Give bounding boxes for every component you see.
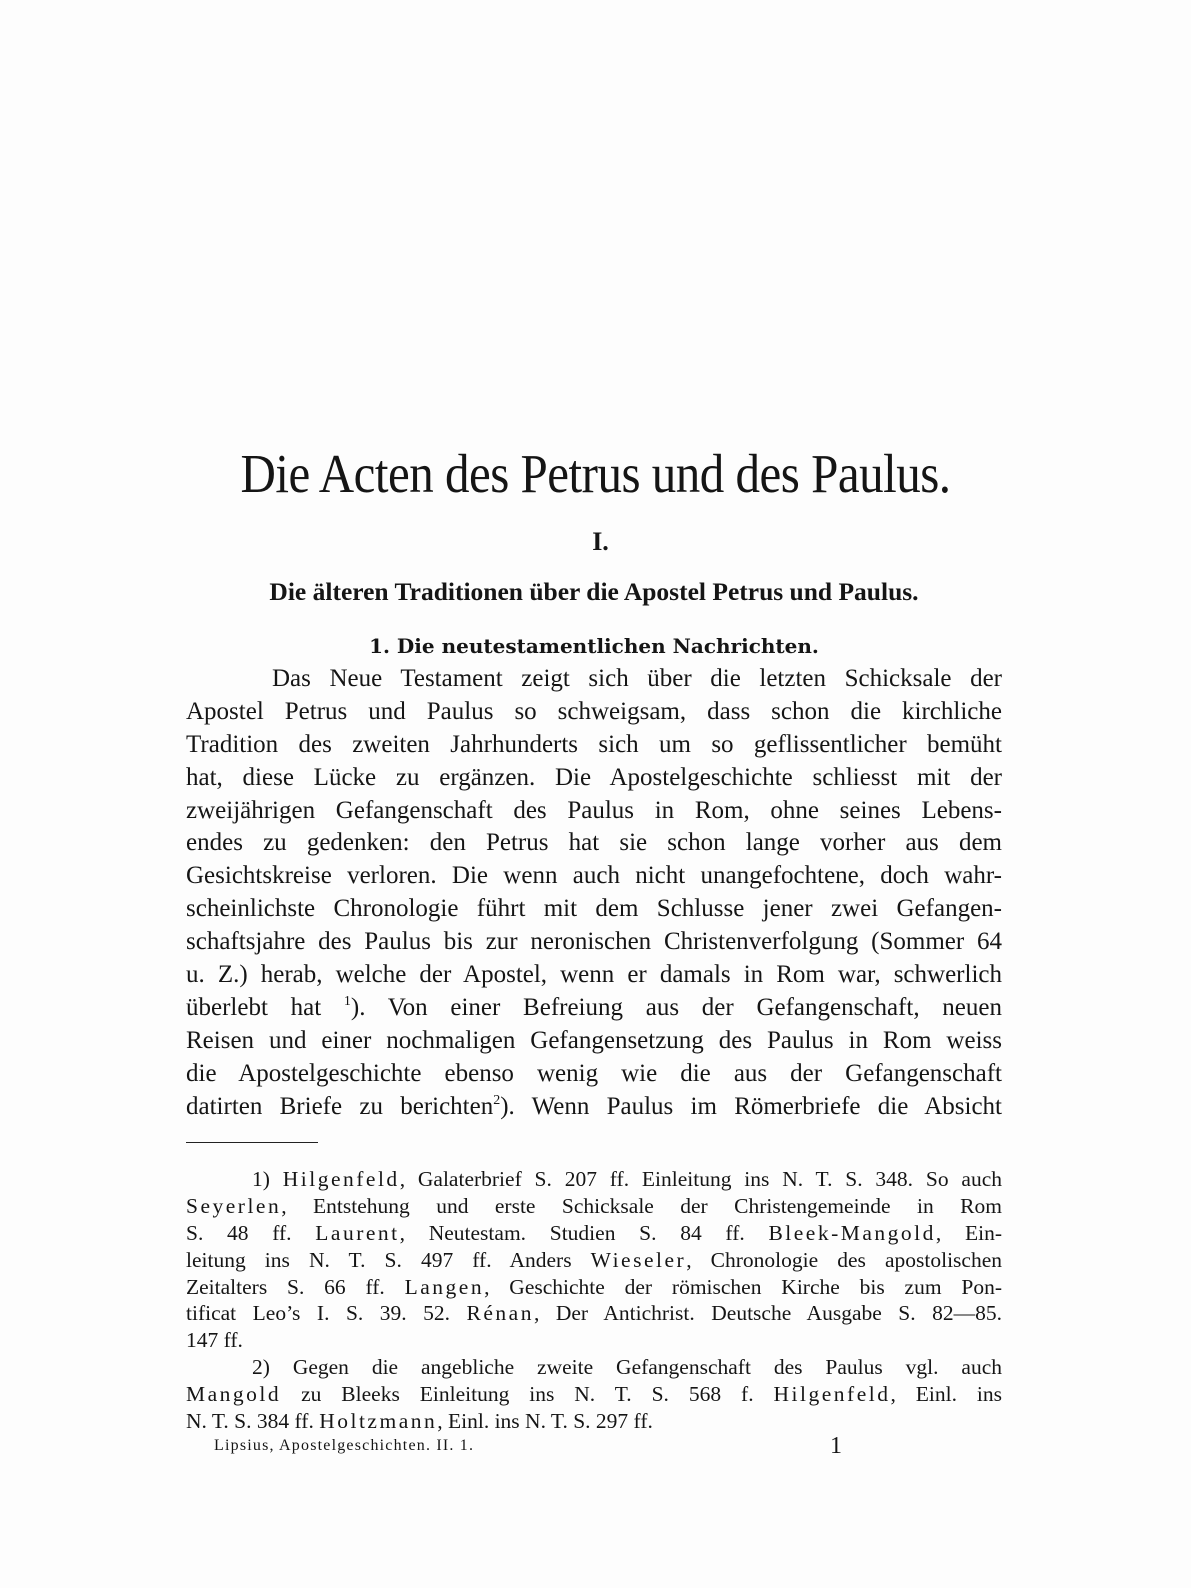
page-number: 1	[830, 1433, 842, 1459]
body-line	[186, 1091, 1002, 1124]
part-title: Die älteren Traditionen über die Apostel Petrus und Paulus.	[269, 577, 919, 606]
body-line: zweijährigen Gefangenschaft des Paulus in Rom, ohne seines Lebens-	[186, 796, 1002, 824]
footnotes	[186, 1166, 1002, 1435]
body-line: Tradition des zweiten Jahrhunderts sich um so geflissentlicher bemüht	[186, 730, 1002, 758]
footnote-divider	[186, 1142, 318, 1143]
footnote-text: zu Bleeks Einleitung ins N. T. S. 568 f.	[281, 1382, 774, 1407]
author-name: Seyerlen	[186, 1193, 282, 1218]
footnote-text: , Ein-	[935, 1220, 1002, 1245]
body-text	[186, 663, 1002, 1123]
author-name: Mangold	[186, 1382, 282, 1407]
footer-signature	[214, 1437, 474, 1455]
footnote-text: leitung ins N. T. S. 497 ff. Anders	[186, 1247, 591, 1272]
author-name: Rénan	[466, 1301, 534, 1326]
body-line: u. Z.) herab, welche der Apostel, wenn er damals in Rom war, schwerlich	[186, 961, 1002, 989]
footnote-text: , Chronologie des apostolischen	[686, 1247, 1002, 1272]
author-name: Hilgenfeld	[282, 1167, 400, 1191]
body-line: Reisen und einer nochmaligen Gefangensetzung des Paulus in Rom weiss	[186, 1026, 1002, 1054]
footnote-line	[186, 1247, 1002, 1274]
footnote-text: , Einl. ins	[890, 1382, 1003, 1407]
footnote-text: , Entstehung und erste Schicksale der Christengemeinde in Rom	[281, 1193, 1002, 1218]
footnote-line	[186, 1354, 1002, 1381]
author-name: Wieseler	[590, 1247, 687, 1272]
section-title: 1. Die neutestamentlichen Nachrichten.	[369, 634, 819, 658]
body-line	[186, 992, 1002, 1025]
body-line-part: ). Von einer Befreiung aus der Gefangenschaft, neuen	[350, 993, 1002, 1021]
body-line-part: ). Wenn Paulus im Römerbriefe die Absicht	[500, 1092, 1002, 1120]
body-line: schaftsjahre des Paulus bis zur neronischen Christenverfolgung (Sommer 64	[186, 928, 1002, 956]
footnote-text: 2) Gegen die angebliche zweite Gefangenschaft des Paulus vgl. auch	[252, 1355, 1002, 1380]
footnote-line	[186, 1381, 1002, 1408]
footnote-line	[186, 1274, 1002, 1301]
footnote-text: 1)	[252, 1167, 283, 1191]
body-line: endes zu gedenken: den Petrus hat sie schon lange vorher aus dem	[186, 829, 1002, 857]
footnote-text: , Der Antichrist. Deutsche Ausgabe S. 82—85.	[533, 1301, 1002, 1326]
part-number: I.	[592, 527, 609, 556]
author-name: Bleek-Mangold	[768, 1220, 936, 1245]
footnote-line	[186, 1408, 1002, 1435]
footnote-text: 147 ff.	[186, 1328, 243, 1353]
body-line-part: datirten Briefe zu berichten	[186, 1092, 494, 1120]
footnote-text: tificat Leo’s I. S. 39. 52.	[186, 1301, 467, 1326]
body-line: hat, diese Lücke zu ergänzen. Die Apostelgeschichte schliesst mit der	[186, 763, 1002, 791]
body-line: Gesichtskreise verloren. Die wenn auch nicht unangefochtene, doch wahr-	[186, 862, 1002, 890]
body-line: scheinlichste Chronologie führt mit dem Schlusse jener zwei Gefangen-	[186, 895, 1002, 923]
footer-author: Lipsius	[214, 1437, 270, 1454]
author-name: Holtzmann	[319, 1409, 438, 1434]
page-footer	[214, 1433, 854, 1463]
footnote-text: , Neutestam. Studien S. 84 ff.	[399, 1220, 769, 1245]
footnote-text: S. 48 ff.	[186, 1220, 316, 1245]
body-line: Apostel Petrus und Paulus so schweigsam, dass schon die kirchliche	[186, 697, 1002, 725]
footnote-text: , Galaterbrief S. 207 ff. Einleitung ins N. T. S. 348. So auch	[399, 1167, 1002, 1191]
body-line-part: überlebt hat	[186, 993, 322, 1021]
author-name: Langen	[404, 1274, 485, 1299]
author-name: Laurent	[315, 1220, 400, 1245]
footnote-ref[interactable]: 1	[343, 993, 351, 1009]
footnote-text: Zeitalters S. 66 ff.	[186, 1274, 405, 1299]
footnote-line	[186, 1166, 1002, 1193]
footnote-line	[186, 1300, 1002, 1327]
footnote-text: , Einl. ins N. T. S. 297 ff.	[437, 1409, 653, 1434]
body-line: die Apostelgeschichte ebenso wenig wie die aus der Gefangenschaft	[186, 1059, 1002, 1087]
author-name: Hilgenfeld	[773, 1382, 891, 1407]
footnote-line	[186, 1193, 1002, 1220]
footer-work: , Apostelgeschichten. II. 1.	[269, 1437, 475, 1454]
footnote-text: N. T. S. 384 ff.	[186, 1409, 320, 1434]
body-line: Das Neue Testament zeigt sich über die letzten Schicksale der	[272, 665, 1002, 692]
footnote-ref[interactable]: 2	[493, 1092, 501, 1108]
footnote-text: , Geschichte der römischen Kirche bis zum Pon-	[484, 1274, 1002, 1299]
main-title: Die Acten des Petrus und des Paulus.	[240, 442, 951, 505]
footnote-line	[186, 1327, 1002, 1354]
footnote-line	[186, 1220, 1002, 1247]
